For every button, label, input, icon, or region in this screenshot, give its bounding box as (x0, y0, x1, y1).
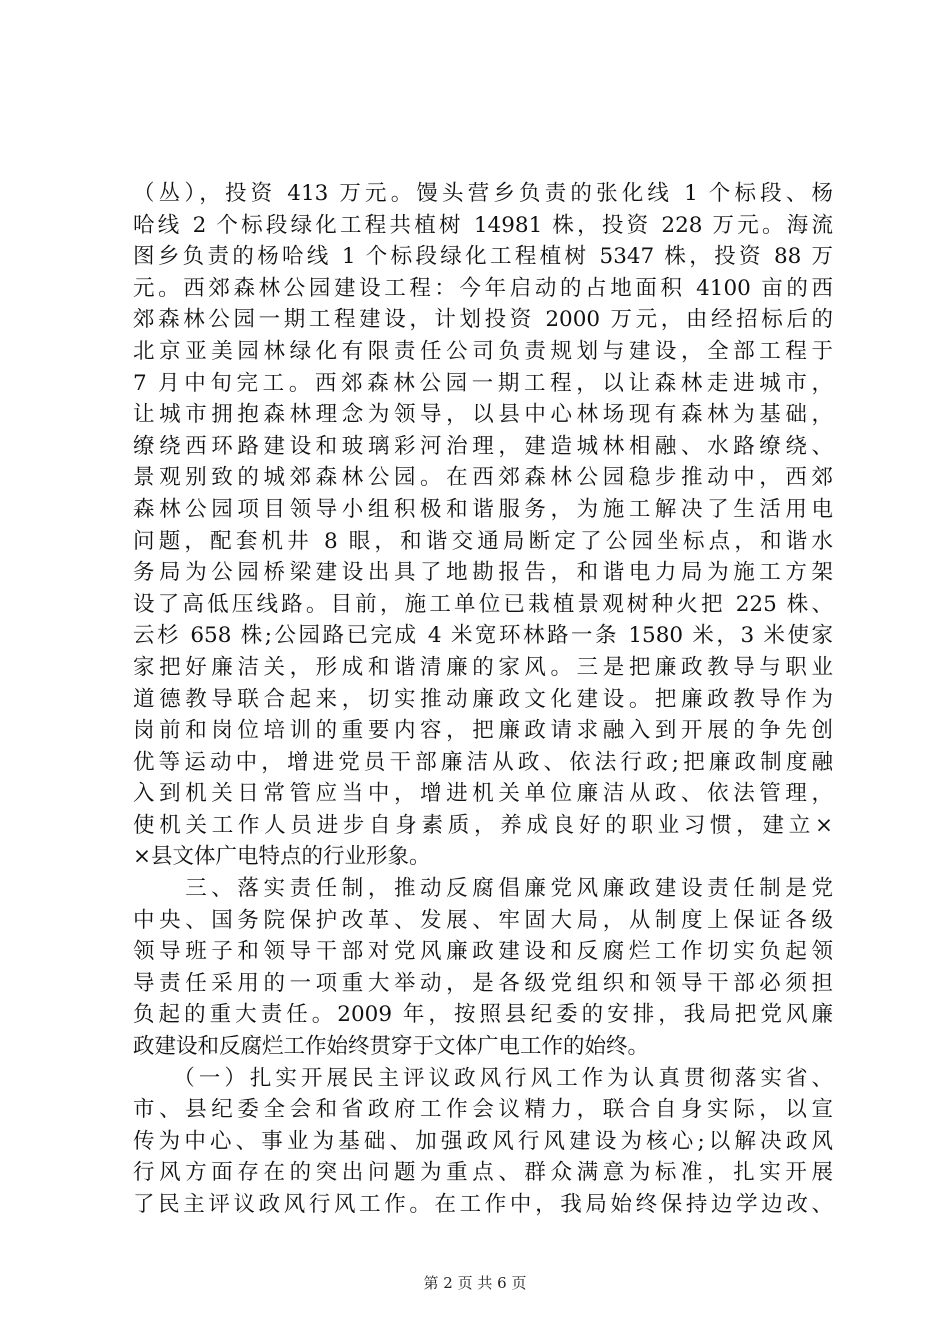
text-line: 家把好廉洁关，形成和谐清廉的家风。三是把廉政教导与职业 (133, 654, 833, 680)
text-line: 了民主评议政风行风工作。在工作中，我局始终保持边学边改、 (133, 1192, 833, 1217)
text-line: 元。西郊森林公园建设工程：今年启动的占地面积 4100 亩的西 (133, 275, 833, 301)
text-line: 优等运动中，增进党员干部廉洁从政、依法行政;把廉政制度融 (133, 749, 833, 775)
text-line: 图乡负责的杨哈线 1 个标段绿化工程植树 5347 株，投资 88 万 (133, 244, 833, 270)
text-line: 市、县纪委全会和省政府工作会议精力，联合自身实际，以宣 (133, 1097, 833, 1123)
text-line: ×县文体广电特点的行业形象。 (133, 844, 431, 870)
text-line: 缭绕西环路建设和玻璃彩河治理，建造城林相融、水路缭绕、 (133, 433, 833, 459)
text-line: 导责任采用的一项重大举动，是各级党组织和领导干部必须担 (133, 970, 833, 996)
text-line: 7 月中旬完工。西郊森林公园一期工程，以让森林走进城市， (133, 370, 833, 396)
text-line: 传为中心、事业为基础、加强政风行风建设为核心;以解决政风 (133, 1128, 833, 1154)
text-line: 入到机关日常管应当中，增进机关单位廉洁从政、依法管理， (133, 781, 833, 807)
text-line: 森林公园项目领导小组积极和谐服务，为施工解决了生活用电 (133, 496, 833, 522)
text-line: 中央、国务院保护改革、发展、牢固大局，从制度上保证各级 (133, 907, 833, 933)
text-line: 道德教导联合起来，切实推动廉政文化建设。把廉政教导作为 (133, 686, 833, 712)
text-line: 云杉 658 株;公园路已完成 4 米宽环林路一条 1580 米，3 米使家 (133, 623, 833, 649)
text-line: 务局为公园桥梁建设出具了地勘报告，和谐电力局为施工方架 (133, 560, 833, 586)
text-line: 问题，配套机井 8 眼，和谐交通局断定了公园坐标点，和谐水 (133, 528, 833, 554)
text-line: 北京亚美园林绿化有限责任公司负责规划与建设，全部工程于 (133, 338, 833, 364)
text-line: 使机关工作人员进步自身素质，养成良好的职业习惯，建立× (133, 812, 833, 838)
text-line: 政建设和反腐烂工作始终贯穿于文体广电工作的始终。 (133, 1034, 650, 1060)
text-line: 岗前和岗位培训的重要内容，把廉政请求融入到开展的争先创 (133, 718, 833, 744)
text-line: 三、落实责任制，推动反腐倡廉党风廉政建设责任制是党 (133, 876, 833, 902)
text-line: （丛），投资 413 万元。馒头营乡负责的张化线 1 个标段、杨 (133, 181, 833, 206)
body-text (133, 178, 833, 1221)
text-line: 行风方面存在的突出问题为重点、群众满意为标准，扎实开展 (133, 1160, 833, 1186)
page-footer: 第 2 页 共 6 页 (423, 1274, 527, 1292)
text-line: （一）扎实开展民主评议政风行风工作为认真贯彻落实省、 (133, 1065, 833, 1091)
text-line: 景观别致的城郊森林公园。在西郊森林公园稳步推动中，西郊 (133, 465, 833, 491)
text-line: 设了高低压线路。目前，施工单位已栽植景观树种火把 225 株、 (133, 591, 833, 617)
text-line: 郊森林公园一期工程建设，计划投资 2000 万元，由经招标后的 (133, 307, 833, 333)
text-line: 让城市拥抱森林理念为领导，以县中心林场现有森林为基础， (133, 402, 833, 428)
text-line: 哈线 2 个标段绿化工程共植树 14981 株，投资 228 万元。海流 (133, 212, 833, 238)
text-line: 负起的重大责任。2009 年，按照县纪委的安排，我局把党风廉 (133, 1002, 833, 1028)
text-line: 领导班子和领导干部对党风廉政建设和反腐烂工作切实负起领 (133, 939, 833, 965)
